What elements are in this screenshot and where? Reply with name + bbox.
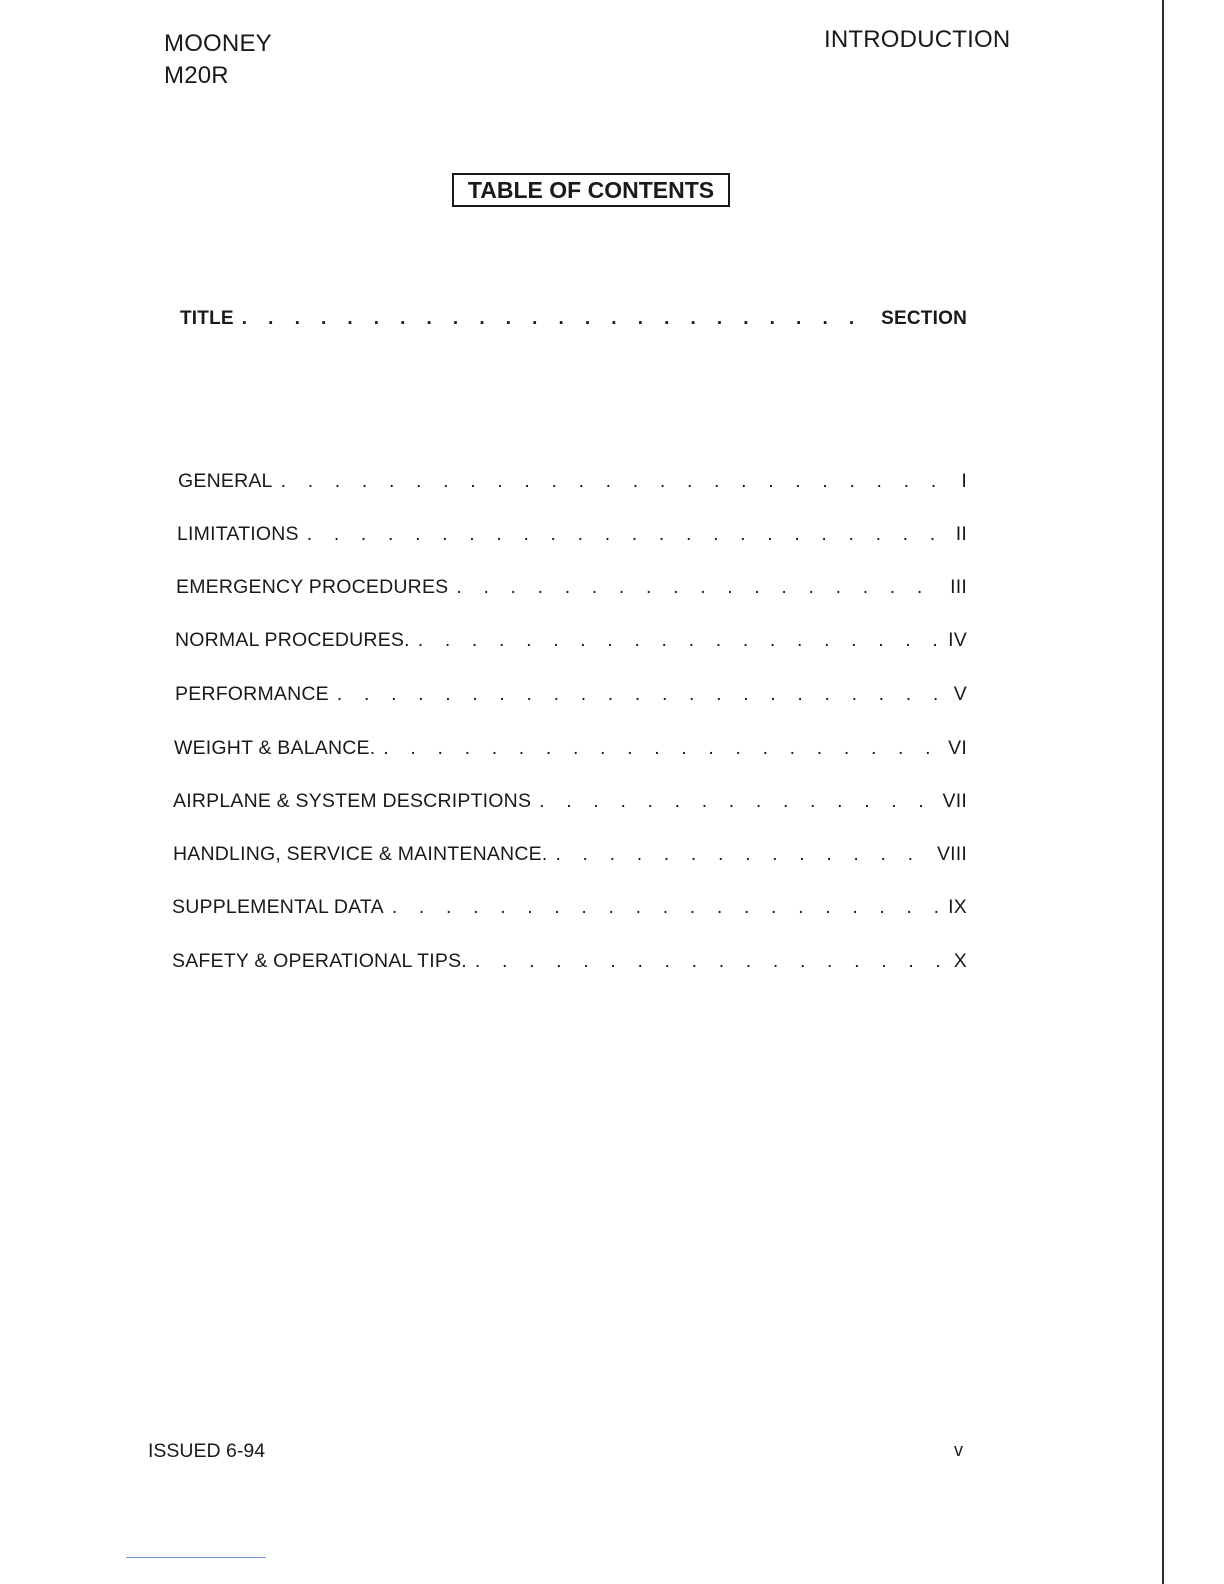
leader-dots [383, 737, 942, 760]
leader-dots [456, 576, 944, 599]
toc-entry-title: NORMAL PROCEDURES. [175, 629, 410, 651]
toc-entry-section: V [953, 683, 967, 705]
bottom-rule [126, 1557, 266, 1558]
header-model: M20R [164, 62, 229, 89]
toc-entry[interactable] [177, 523, 967, 546]
toc-entry-section: VIII [936, 843, 967, 865]
column-section-label: SECTION [881, 308, 967, 329]
leader-dots [337, 683, 948, 706]
toc-entry-section: IX [948, 896, 967, 918]
toc-entry-title: SUPPLEMENTAL DATA [172, 896, 384, 918]
toc-title: TABLE OF CONTENTS [452, 173, 730, 207]
toc-entry-section: VII [942, 790, 967, 812]
toc-entry[interactable] [172, 950, 967, 973]
column-title-label: TITLE [180, 308, 234, 329]
toc-entry[interactable] [173, 843, 967, 866]
toc-entry-title: LIMITATIONS [177, 523, 299, 545]
toc-entry-title: SAFETY & OPERATIONAL TIPS. [172, 950, 467, 972]
toc-entry-section: VI [948, 737, 967, 759]
toc-entry[interactable] [176, 576, 967, 599]
toc-entry-section: III [950, 576, 967, 598]
toc-entry-section: X [953, 950, 967, 972]
footer-issued: ISSUED 6-94 [148, 1440, 266, 1462]
leader-dots [307, 523, 950, 546]
header-left [164, 28, 272, 92]
leader-dots [242, 308, 875, 330]
toc-entry-title: HANDLING, SERVICE & MAINTENANCE. [173, 843, 548, 865]
toc-entry[interactable] [174, 737, 967, 760]
leader-dots [281, 470, 956, 493]
toc-column-header [180, 308, 967, 330]
leader-dots [418, 629, 942, 652]
leader-dots [555, 843, 930, 866]
footer-page-number: v [954, 1440, 963, 1460]
leader-dots [539, 790, 936, 813]
toc-entry-title: PERFORMANCE [175, 683, 329, 705]
toc-entry-section: I [961, 470, 967, 492]
header-brand: MOONEY [164, 30, 272, 57]
toc-entry[interactable] [175, 683, 967, 706]
leader-dots [392, 896, 942, 919]
header-section-name: INTRODUCTION [824, 26, 1011, 53]
toc-entry-title: AIRPLANE & SYSTEM DESCRIPTIONS [173, 790, 532, 812]
toc-entry-title: WEIGHT & BALANCE. [174, 737, 376, 759]
toc-entry[interactable] [173, 790, 967, 813]
toc-entry-section: II [955, 523, 967, 545]
toc-entry[interactable] [178, 470, 967, 493]
toc-entry-section: IV [948, 629, 967, 651]
toc-entry-title: EMERGENCY PROCEDURES [176, 576, 449, 598]
toc-entry[interactable] [172, 896, 967, 919]
toc-entry-title: GENERAL [178, 470, 273, 492]
leader-dots [475, 950, 948, 973]
page-edge-rule [1162, 0, 1164, 1584]
toc-entry[interactable] [175, 629, 967, 652]
